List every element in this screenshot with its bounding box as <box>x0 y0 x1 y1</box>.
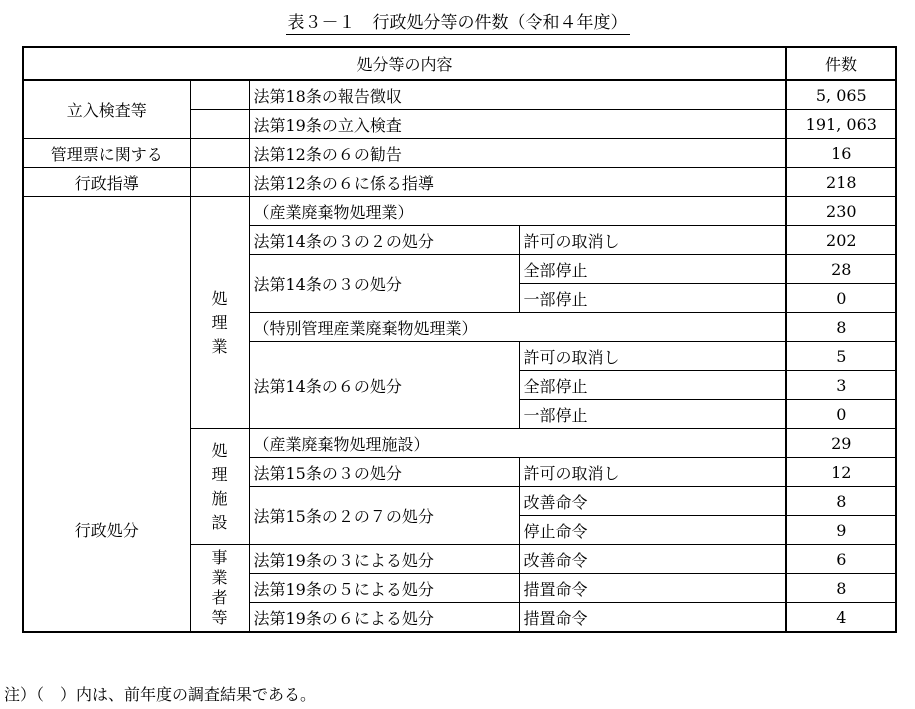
item-cell: 法第12条の６に係る指導 <box>249 168 786 197</box>
count-cell: 16 <box>786 139 896 168</box>
count-cell: 29 <box>786 429 896 458</box>
sub-item-cell: 許可の取消し <box>519 458 786 487</box>
count-cell: 3 <box>786 371 896 400</box>
sub-item-cell: 全部停止 <box>519 255 786 284</box>
category-inspection: 立入検査等 <box>23 80 190 139</box>
count-cell: 28 <box>786 255 896 284</box>
item-cell: 法第14条の６の処分 <box>249 342 519 429</box>
item-cell: 法第15条の３の処分 <box>249 458 519 487</box>
table-row <box>23 139 896 168</box>
count-cell: 6 <box>786 545 896 574</box>
footnote: 注）（ ）内は、前年度の調査結果である。 <box>4 685 317 704</box>
count-cell: 8 <box>786 313 896 342</box>
sub-category-business: 処 理 業 <box>190 197 249 429</box>
count-cell: 5 <box>786 342 896 371</box>
sub-category-operator: 事 業 者 等 <box>190 545 249 633</box>
blank-cell <box>190 80 249 110</box>
sub-item-cell: 改善命令 <box>519 545 786 574</box>
count-cell: 4 <box>786 603 896 633</box>
admin-disposition-table <box>22 46 897 633</box>
table-title: 表３－１ 行政処分等の件数（令和４年度） <box>287 13 628 33</box>
item-cell: 法第19条の３による処分 <box>249 545 519 574</box>
item-cell: 法第19条の６による処分 <box>249 603 519 633</box>
count-cell: 5, 065 <box>786 80 896 110</box>
sub-item-cell: 全部停止 <box>519 371 786 400</box>
sub-item-cell: 許可の取消し <box>519 342 786 371</box>
category-admin: 行政処分 <box>23 197 190 633</box>
table-row <box>23 168 896 197</box>
count-cell: 0 <box>786 400 896 429</box>
item-cell: 法第19条の立入検査 <box>249 110 786 139</box>
category-manifest-line1: 管理票に関する <box>23 139 190 168</box>
sub-item-cell: 一部停止 <box>519 284 786 313</box>
count-cell: 12 <box>786 458 896 487</box>
count-cell: 9 <box>786 516 896 545</box>
blank-cell <box>190 110 249 139</box>
item-cell: 法第15条の２の７の処分 <box>249 487 519 545</box>
item-cell: 法第14条の３の２の処分 <box>249 226 519 255</box>
table-row <box>23 197 896 226</box>
item-cell: （産業廃棄物処理業） <box>249 197 786 226</box>
sub-item-cell: 停止命令 <box>519 516 786 545</box>
blank-cell <box>190 168 249 197</box>
sub-item-cell: 許可の取消し <box>519 226 786 255</box>
sub-item-cell: 措置命令 <box>519 574 786 603</box>
sub-item-cell: 一部停止 <box>519 400 786 429</box>
category-manifest-line2: 行政指導 <box>23 168 190 197</box>
count-cell: 8 <box>786 487 896 516</box>
count-cell: 0 <box>786 284 896 313</box>
item-cell: （産業廃棄物処理施設） <box>249 429 786 458</box>
item-cell: 法第14条の３の処分 <box>249 255 519 313</box>
sub-item-cell: 改善命令 <box>519 487 786 516</box>
sub-category-facility: 処 理 施 設 <box>190 429 249 545</box>
sub-item-cell: 措置命令 <box>519 603 786 633</box>
item-cell: （特別管理産業廃棄物処理業） <box>249 313 786 342</box>
count-cell: 8 <box>786 574 896 603</box>
header-row <box>23 47 896 80</box>
item-cell: 法第18条の報告徴収 <box>249 80 786 110</box>
table-row <box>23 80 896 110</box>
count-cell: 191, 063 <box>786 110 896 139</box>
count-cell: 218 <box>786 168 896 197</box>
header-content: 処分等の内容 <box>23 47 786 80</box>
item-cell: 法第19条の５による処分 <box>249 574 519 603</box>
count-cell: 202 <box>786 226 896 255</box>
count-cell: 230 <box>786 197 896 226</box>
blank-cell <box>190 139 249 168</box>
item-cell: 法第12条の６の勧告 <box>249 139 786 168</box>
header-count: 件数 <box>786 47 896 80</box>
